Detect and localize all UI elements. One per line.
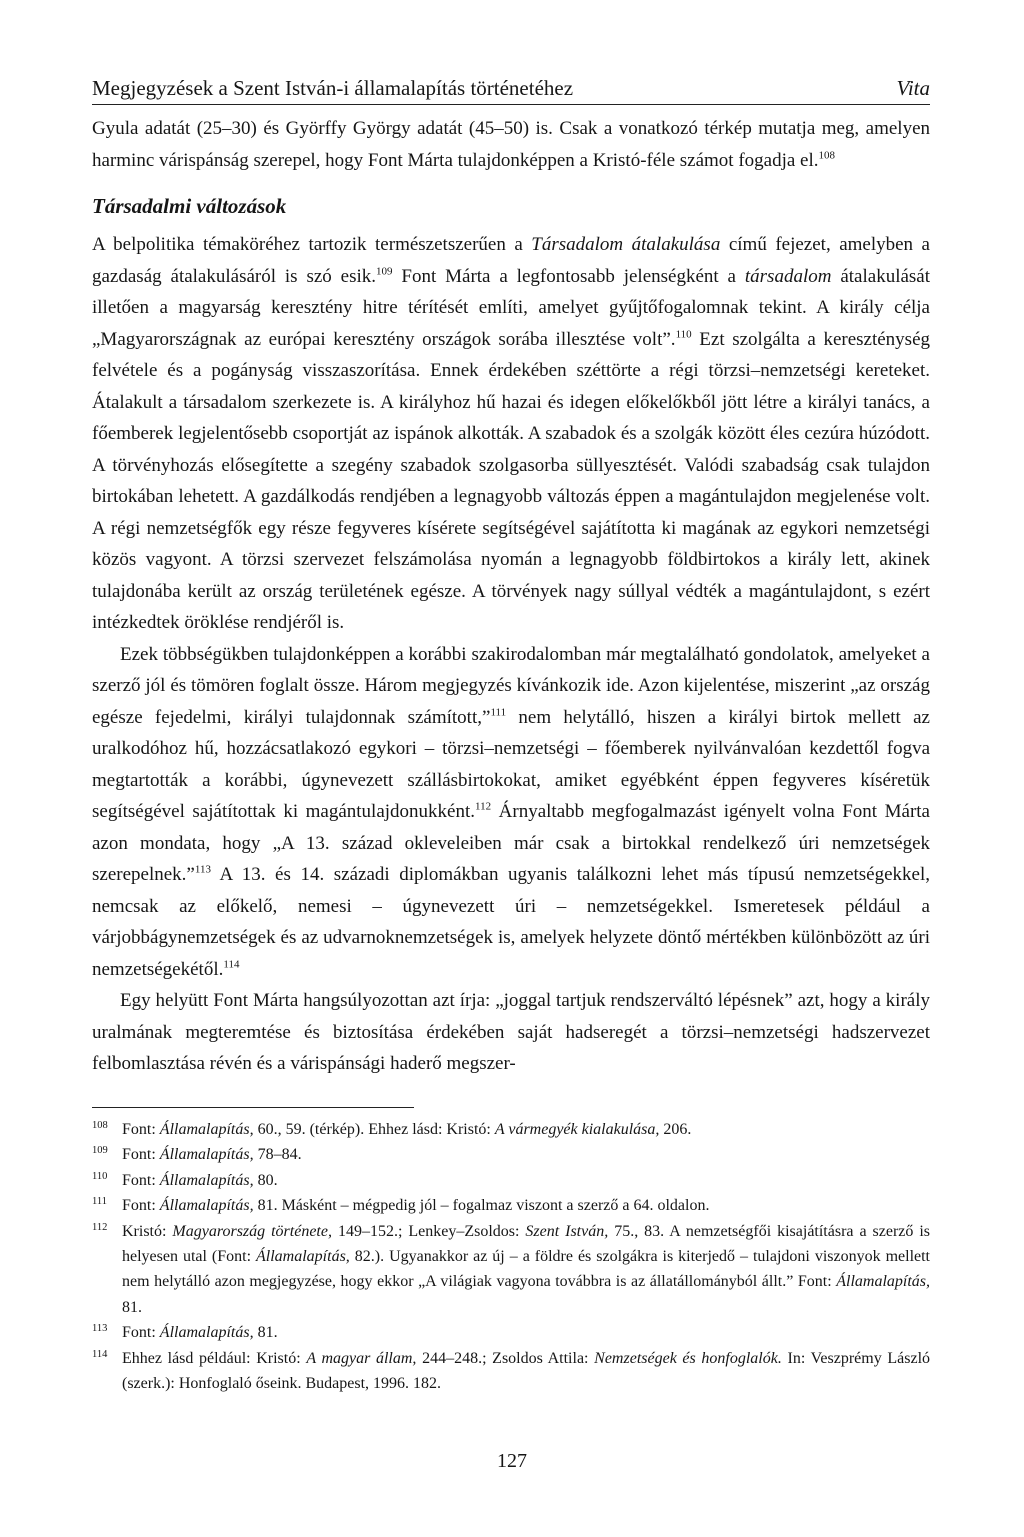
text-run: 78–84. [253, 1146, 302, 1164]
footnote-109 [92, 1142, 930, 1167]
text-run: Font Márta a legfontosabb jelenségként a [392, 265, 745, 287]
paragraph [92, 229, 930, 639]
text-run: A belpolitika témaköréhez tartozik természetszerűen a [92, 234, 532, 255]
section-heading: Társadalmi változások [92, 194, 287, 218]
text-run: Font: [122, 1324, 160, 1342]
paragraph: Egy helyütt Font Márta hangsúlyozottan azt írja: „joggal tartjuk rendszerváltó lépésnek” azt, hogy a király uralmának megteremtése és biztosítása érdekében saját hadseregét a törzsi–nemzetségi hadszervezet felbomlasztása révén és a várispánsági haderő megszer- [92, 990, 930, 1074]
text-run: A 13. és 14. századi diplomákban ugyanis találkozni lehet más típusú nemzetségekkel, nemcsak az előkelő, nemesi – úgynevezett úri – nemzetségekkel. Ismeretesek például a várjobbágynemzetségek és az udvarnoknemzetségek is, amelyek helyzete döntő mértékben különbözött az úri nemzetségekétől. [92, 864, 930, 980]
text-run: Ezek többségükben tulajdonképpen a korábbi szakirodalomban már megtalálható gondolatok, amelyeket a szerző jól és tömören foglalt össze. Három megjegyzés kívánkozik ide. Azon kijelentése, miszerint „az ország egésze fejedelmi, királyi tulajdonnak számított,” [92, 643, 930, 728]
italic-text-run: Államalapítás, [159, 1171, 254, 1189]
text-run: 206. [659, 1121, 692, 1138]
footnote-number: 108 [92, 1120, 108, 1131]
text-run: Ezt szolgálta a kereszténység felvétele és a pogányság visszaszorítása. Ennek érdekében széttörte a régi törzsi–nemzetségi kereteket. Átalakult a társadalom szerkezete is. A királyhoz hű hazai és idegen előkelőkből jött létre a királyi tanács, a főemberek legjelentősebb csoportját az ispánok alkották. A szabadok és a szolgák között éles cezúra húzódott. A törvényhozás elősegítette a szegény szabadok szolgasorba süllyesztését. Valódi szabadság csak tulajdon birtokában lehetett. A gazdálkodás rendjében a legnagyobb változás éppen a magántulajdon megjelenése volt. A régi nemzetségfők egy része fegyveres kísérete segítségével sajátította ki magának az egykori nemzetségi közös vagyont. A törzsi szervezet felszámolása nyomán a legnagyobb földbirtokos a király lett, akinek tulajdonába került az ország területének egésze. A törvények nagy súllyal védték a magántulajdont, s ezért intézkedtek öröklése rendjéről is. [92, 328, 931, 633]
italic-text-run: Államalapítás, [836, 1273, 930, 1291]
italic-text-run: Társadalom átalakulása [531, 234, 721, 255]
footnote-ref: 113 [194, 863, 211, 876]
italic-text-run: A vármegyék kialakulása, [494, 1121, 660, 1138]
text-run: Font: [122, 1171, 160, 1189]
text-run: 149–152.; Lenkey–Zsoldos: [331, 1222, 526, 1240]
footnote-108 [92, 1117, 930, 1142]
text-run: In: Veszprémy László (szerk.): Honfoglaló őseink. Budapest, 1996. 182. [122, 1349, 931, 1393]
footnote-110 [92, 1168, 930, 1193]
footnote-number: 113 [92, 1323, 108, 1335]
text-run: 82.). Ugyanakkor az új – a földre és szolgákra is kiterjedő – tulajdoni viszonyok mellett nem helytálló azon megjegyzése, hogy ekkor „A világiak vagyona továbbra is az állatállományból állt.” Font: [122, 1248, 931, 1291]
italic-text-run: Államalapítás, [159, 1197, 254, 1215]
text-run: Font: [122, 1121, 160, 1138]
text-run: 81. [122, 1298, 142, 1316]
italic-text-run: Magyarország története, [172, 1222, 332, 1240]
paragraph [92, 639, 930, 986]
italic-text-run: A magyar állam, [306, 1349, 417, 1367]
footnote-112 [92, 1219, 930, 1321]
text-run: Ehhez lásd például: Kristó: [122, 1349, 307, 1367]
text-run: 60., 59. (térkép). Ehhez lásd: Kristó: [253, 1121, 495, 1138]
text-run: 244–248.; Zsoldos Attila: [416, 1349, 595, 1367]
text-run: átalakulását illetően a magyarság keresztény hitre térítését említi, amelyet gyűjtőfogalomnak tekint. A király célja „Magyarországnak az európai keresztény országok sorába illesztése volt”. [92, 265, 931, 350]
italic-text-run: Államalapítás, [159, 1121, 254, 1138]
footnote-113 [92, 1320, 930, 1345]
text-run: nem helytálló, hiszen a királyi birtok mellett az uralkodóhoz hű, hozzácsatlakozó egykori – törzsi–nemzetségi – főemberek nyilvánvalóan kezdettől fogva megtartották a korábbi, úgynevezett szállásbirtokokat, amiket egyébként éppen fegyveres kíséretük segítségével sajátítottak ki magántulajdonukként. [92, 706, 930, 822]
paragraph-text: Gyula adatát (25–30) és Györffy György adatát (45–50) is. Csak a vonatkozó térkép mutatja meg, amelyen harminc várispánság szerepel, hogy Font Márta tulajdonképpen a Kristó-féle számot fogadja el. [92, 118, 930, 171]
footnote-separator [92, 1107, 414, 1108]
text-run: Kristó: [122, 1222, 173, 1240]
running-header-title: Megjegyzések a Szent István-i államalapítás történetéhez [92, 76, 574, 100]
italic-text-run: Államalapítás, [159, 1324, 254, 1342]
page-number: 127 [497, 1450, 527, 1472]
footnote-ref: 110 [675, 328, 692, 341]
text-run: 75., 83. A nemzetségfői kisajátításra a szerző is helyesen utal (Font: [122, 1222, 931, 1266]
footnote-ref: 112 [475, 800, 492, 813]
italic-text-run: társadalom [744, 265, 832, 287]
text-run: Árnyaltabb megfogalmazást igényelt volna Font Márta azon mondata, hogy „A 13. század okleveleiben már csak a birtokkal rendelkező úri nemzetségek szerepelnek.” [92, 801, 930, 885]
footnote-114 [92, 1346, 930, 1397]
footnote-ref: 114 [223, 958, 240, 971]
footnotes [92, 1117, 930, 1396]
italic-text-run: Szent István, [525, 1222, 609, 1240]
footnote-ref: 111 [490, 706, 507, 719]
text-run: Font: [122, 1197, 160, 1215]
footnote-111 [92, 1193, 930, 1218]
text-run: 80. [253, 1171, 278, 1189]
footnote-ref: 108 [818, 149, 836, 162]
text-run: 81. Másként – mégpedig jól – fogalmaz viszont a szerző a 64. oldalon. [253, 1197, 710, 1215]
footnote-number: 114 [92, 1348, 108, 1360]
paragraph-continued [92, 113, 930, 176]
footnote-number: 112 [92, 1221, 108, 1233]
text-run: című fejezet, amelyben a gazdaság átalakulásáról is szó esik. [92, 234, 930, 287]
italic-text-run: Nemzetségek és honfoglalók. [594, 1349, 782, 1367]
italic-text-run: Államalapítás, [256, 1248, 350, 1266]
text-run: Font: [122, 1146, 160, 1164]
footnote-number: 111 [92, 1196, 107, 1208]
footnote-number: 109 [92, 1145, 108, 1157]
italic-text-run: Államalapítás, [159, 1146, 254, 1164]
running-header [92, 72, 930, 105]
running-header-section: Vita [896, 76, 930, 100]
main-text [92, 113, 930, 1080]
text-run: 81. [253, 1324, 278, 1342]
footnote-ref: 109 [376, 265, 393, 278]
footnote-number: 110 [92, 1170, 108, 1182]
